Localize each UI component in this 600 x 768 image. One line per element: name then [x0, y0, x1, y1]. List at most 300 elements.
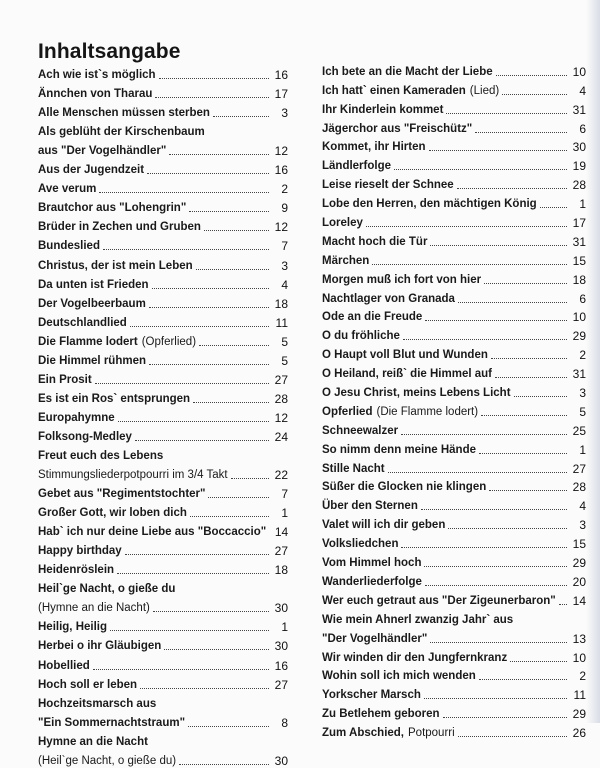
entry-title: [38, 506, 187, 520]
dot-leader: [159, 77, 269, 79]
entry-page-number: 2: [579, 669, 586, 684]
toc-entry[interactable]: [322, 154, 586, 173]
entry-page-number: 14: [572, 593, 586, 608]
toc-entry[interactable]: [322, 117, 586, 136]
entry-page-number: 5: [281, 334, 288, 349]
dot-leader: [204, 229, 269, 231]
toc-entry[interactable]: [322, 249, 586, 268]
dot-leader: [443, 716, 567, 718]
toc-entry[interactable]: [38, 482, 288, 501]
entry-page-number: 17: [274, 87, 288, 102]
entry-title: [38, 201, 186, 215]
entry-title: [322, 688, 421, 702]
entry-title: [322, 348, 488, 362]
entry-title-main: Gebet aus "Regimentstochter": [38, 488, 206, 501]
toc-entry[interactable]: [322, 589, 586, 608]
toc-entry[interactable]: [322, 211, 586, 230]
dot-leader: [491, 357, 567, 359]
entry-page-number: 25: [572, 423, 586, 438]
toc-entry[interactable]: [322, 381, 586, 400]
dot-leader: [93, 668, 269, 670]
entry-title-main: Ännchen von Tharau: [38, 88, 153, 101]
toc-entry[interactable]: [322, 343, 586, 362]
dot-leader: [496, 74, 567, 76]
entry-title: [38, 697, 156, 711]
entry-page-number: 17: [572, 216, 586, 231]
entry-title-main: Brautchor aus "Lohengrin": [38, 202, 187, 215]
entry-title: [322, 367, 492, 381]
entry-title: [38, 525, 266, 539]
entry-page-number: 3: [579, 518, 586, 533]
entry-page-number: 2: [281, 182, 288, 197]
toc-entry[interactable]: [322, 627, 586, 646]
entry-page-number: 29: [572, 556, 586, 571]
entry-title: [322, 65, 493, 79]
entry-title-main: Stille Nacht: [322, 462, 385, 475]
entry-title-main: Deutschlandlied: [38, 316, 127, 329]
entry-page-number: 11: [573, 688, 586, 703]
entry-page-number: 3: [281, 258, 288, 273]
toc-entry[interactable]: [38, 82, 288, 101]
entry-title-note: Stimmungsliederpotpourri im 3/4 Takt: [38, 469, 228, 482]
entry-title-main: O Heiland, reiß` die Himmel auf: [322, 368, 492, 381]
dot-leader: [446, 112, 567, 114]
dot-leader: [458, 301, 567, 303]
entry-title: [38, 582, 175, 596]
entry-title: [38, 239, 100, 253]
entry-title-main: Die Flamme lodert: [38, 335, 138, 348]
entry-page-number: 20: [572, 574, 586, 589]
toc-entry[interactable]: [322, 419, 586, 438]
entry-page-number: 16: [274, 68, 288, 83]
entry-page-number: 3: [281, 106, 288, 121]
entry-title: [322, 235, 427, 249]
entry-title-main: Brüder in Zechen und Gruben: [38, 221, 201, 234]
entry-page-number: 31: [572, 367, 586, 382]
entry-title: [322, 178, 454, 192]
toc-entry[interactable]: [38, 292, 288, 311]
dot-leader: [424, 697, 567, 699]
dot-leader: [366, 225, 567, 227]
entry-title: [38, 259, 193, 273]
toc-entry[interactable]: [38, 330, 288, 349]
toc-entry[interactable]: [38, 749, 288, 768]
toc-entry[interactable]: [322, 513, 586, 532]
toc-entry[interactable]: [38, 673, 288, 692]
entry-title-main: Heilig, Heilig: [38, 621, 108, 634]
entry-title-note: (Opferlied): [141, 335, 197, 348]
dot-leader: [199, 344, 269, 346]
dot-leader: [213, 115, 269, 117]
toc-entry[interactable]: [38, 425, 288, 444]
dot-leader: [130, 325, 269, 327]
entry-page-number: 10: [572, 310, 586, 325]
dot-leader: [135, 439, 269, 441]
dot-leader: [403, 338, 567, 340]
toc-entry[interactable]: [322, 362, 586, 381]
entry-page-number: 27: [274, 544, 288, 559]
entry-title: [38, 68, 156, 82]
entry-title: [322, 216, 363, 230]
entry-title-main: Freut euch des Lebens: [38, 449, 164, 462]
dot-leader: [502, 93, 567, 95]
dot-leader: [125, 553, 269, 555]
toc-entry[interactable]: [38, 501, 288, 520]
toc-entry[interactable]: [38, 539, 288, 558]
entry-title: [38, 278, 149, 292]
dot-leader: [424, 565, 567, 567]
entry-title: [38, 430, 132, 444]
toc-entry[interactable]: [38, 615, 288, 634]
toc-entry[interactable]: [38, 653, 288, 672]
entry-title: [322, 405, 478, 419]
entry-page-number: 7: [281, 239, 288, 254]
entry-title: [322, 726, 455, 740]
entry-page-number: 14: [274, 525, 289, 540]
dot-leader: [430, 641, 567, 643]
entry-title-main: Ave verum: [38, 183, 97, 196]
dot-leader: [110, 629, 269, 631]
page-edge-shadow: [586, 0, 600, 723]
entry-title-note: (Lied): [469, 84, 500, 97]
dot-leader: [401, 433, 567, 435]
dot-leader: [457, 187, 567, 189]
toc-entry[interactable]: [322, 438, 586, 457]
toc-entry[interactable]: [38, 463, 288, 482]
entry-title-main: Hochzeitsmarsch aus: [38, 697, 157, 710]
entry-title-main: Zu Betlehem geboren: [322, 708, 440, 721]
dot-leader: [495, 376, 567, 378]
dot-leader: [489, 489, 567, 491]
entry-title-main: Ländlerfolge: [322, 160, 392, 173]
entry-title: [38, 106, 210, 120]
entry-title-main: Bundeslied: [38, 240, 100, 253]
entry-title-main: Volksliedchen: [322, 538, 399, 551]
entry-page-number: 12: [274, 220, 288, 235]
entry-title: [322, 159, 391, 173]
entry-page-number: 30: [572, 140, 586, 155]
dot-leader: [189, 210, 269, 212]
entry-title: [322, 103, 443, 117]
entry-title-main: Der Vogelbeerbaum: [38, 297, 146, 310]
dot-leader: [481, 414, 567, 416]
entry-page-number: 1: [579, 442, 586, 457]
entry-page-number: 10: [572, 64, 586, 79]
toc-entry[interactable]: [38, 577, 288, 596]
dot-leader: [429, 149, 567, 151]
page-title: Inhaltsangabe: [38, 40, 181, 63]
dot-leader: [540, 206, 567, 208]
toc-entry[interactable]: [38, 692, 288, 711]
entry-title-main: Ach wie ist`s möglich: [38, 69, 156, 82]
entry-title: [38, 754, 176, 768]
toc-entry[interactable]: [322, 683, 586, 702]
entry-page-number: 22: [274, 468, 288, 483]
toc-left-column: [38, 63, 288, 768]
toc-entry[interactable]: [322, 192, 586, 211]
dot-leader: [117, 572, 269, 574]
entry-page-number: 5: [281, 353, 288, 368]
entry-title-main: Folksong-Medley: [38, 430, 132, 443]
entry-title: [38, 468, 228, 482]
toc-entry[interactable]: [38, 349, 288, 368]
entry-title: [322, 292, 455, 306]
entry-title-main: Yorkscher Marsch: [322, 689, 421, 702]
entry-title: [322, 443, 476, 457]
entry-title: [322, 462, 385, 476]
toc-entry[interactable]: [38, 730, 288, 749]
entry-title: [322, 499, 418, 513]
toc-entry[interactable]: [38, 196, 288, 215]
toc-entry[interactable]: [322, 400, 586, 419]
toc-entry[interactable]: [38, 711, 288, 730]
toc-entry[interactable]: [322, 494, 586, 513]
dot-leader: [484, 282, 567, 284]
toc-entry[interactable]: [38, 101, 288, 120]
entry-title-main: Wie mein Ahnerl zwanzig Jahr` aus: [322, 613, 514, 626]
entry-title: [38, 487, 205, 501]
toc-entry[interactable]: [322, 608, 586, 627]
dot-leader: [425, 584, 567, 586]
dot-leader: [514, 395, 567, 397]
entry-title: [322, 669, 476, 683]
entry-page-number: 12: [274, 410, 288, 425]
entry-title-main: Nachtlager von Granada: [322, 292, 455, 305]
toc-entry[interactable]: [38, 444, 288, 463]
entry-title: [322, 518, 445, 532]
entry-page-number: 15: [572, 537, 586, 552]
entry-title-main: "Der Vogelhändler": [322, 632, 428, 645]
entry-page-number: 8: [281, 715, 288, 730]
entry-title-main: aus "Der Vogelhändler": [38, 145, 167, 158]
toc-entry[interactable]: [38, 273, 288, 292]
entry-title: [322, 122, 472, 136]
dot-leader: [155, 96, 269, 98]
toc-entry[interactable]: [322, 532, 586, 551]
entry-title-main: Herbei o ihr Gläubigen: [38, 640, 162, 653]
dot-leader: [479, 452, 567, 454]
entry-page-number: 24: [274, 429, 288, 444]
toc-entry[interactable]: [38, 520, 288, 539]
toc-entry[interactable]: [322, 646, 586, 665]
entry-title: [322, 613, 513, 627]
entry-title: [38, 335, 196, 349]
toc-entry[interactable]: [322, 287, 586, 306]
dot-leader: [95, 382, 269, 384]
dot-leader: [193, 401, 269, 403]
toc-entry[interactable]: [38, 234, 288, 253]
toc-entry[interactable]: [322, 268, 586, 287]
entry-title-main: Wir winden dir den Jungfernkranz: [322, 651, 508, 664]
entry-page-number: 3: [579, 386, 586, 401]
entry-page-number: 18: [274, 563, 288, 578]
entry-title-main: Als geblüht der Kirschenbaum: [38, 126, 205, 139]
entry-title: [38, 392, 190, 406]
entry-title-main: Wohin soll ich mich wenden: [322, 670, 476, 683]
dot-leader: [510, 660, 567, 662]
entry-title: [322, 480, 486, 494]
entry-page-number: 15: [572, 253, 586, 268]
entry-title: [38, 678, 137, 692]
dot-leader: [475, 131, 567, 133]
dot-leader: [169, 153, 269, 155]
entry-title-main: Leise rieselt der Schnee: [322, 179, 454, 192]
entry-page-number: 7: [281, 487, 288, 502]
entry-title: [322, 651, 507, 665]
toc-entry[interactable]: [322, 79, 586, 98]
entry-title-main: Wer euch getraut aus "Der Zigeunerbaron": [322, 594, 556, 607]
entry-page-number: 2: [579, 348, 586, 363]
entry-title-main: Heil`ge Nacht, o gieße du: [38, 583, 176, 596]
entry-title-main: Jägerchor aus "Freischütz": [322, 122, 473, 135]
entry-title-main: Zum Abschied,: [322, 727, 404, 740]
entry-title: [322, 707, 440, 721]
toc-entry[interactable]: [322, 551, 586, 570]
entry-title-note: (Heil`ge Nacht, o gieße du): [38, 754, 177, 767]
dot-leader: [140, 687, 269, 689]
toc-entry[interactable]: [322, 230, 586, 249]
toc-entry[interactable]: [38, 368, 288, 387]
dot-leader: [188, 725, 269, 727]
toc-entry[interactable]: [38, 387, 288, 406]
toc-entry[interactable]: [38, 158, 288, 177]
entry-page-number: 1: [579, 197, 586, 212]
entry-title: [38, 449, 163, 463]
entry-page-number: 28: [274, 391, 288, 406]
entry-title-main: Hobellied: [38, 659, 90, 672]
entry-page-number: 6: [579, 291, 586, 306]
dot-leader: [103, 248, 269, 250]
entry-title: [38, 373, 92, 387]
toc-entry[interactable]: [38, 253, 288, 272]
entry-title-main: Alle Menschen müssen sterben: [38, 107, 210, 120]
dot-leader: [99, 191, 269, 193]
entry-title-main: Schneewalzer: [322, 424, 399, 437]
toc-entry[interactable]: [38, 311, 288, 330]
toc-right-column: [322, 60, 586, 740]
entry-title-main: O du fröhliche: [322, 330, 400, 343]
entry-title: [322, 273, 481, 287]
entry-title: [322, 556, 421, 570]
toc-entry[interactable]: [38, 215, 288, 234]
toc-entry[interactable]: [322, 665, 586, 684]
dot-leader: [190, 515, 269, 517]
toc-entry[interactable]: [322, 306, 586, 325]
entry-title: [38, 144, 166, 158]
entry-title: [322, 386, 511, 400]
entry-page-number: 29: [572, 707, 586, 722]
entry-title-note: (Die Flamme lodert): [376, 405, 479, 418]
entry-title-main: Loreley: [322, 217, 363, 230]
toc-entry[interactable]: [38, 406, 288, 425]
toc-entry[interactable]: [38, 120, 288, 139]
dot-leader: [458, 735, 567, 737]
entry-title-main: Hab` ich nur deine Liebe aus "Boccaccio": [38, 526, 267, 539]
entry-title-main: Europahymne: [38, 411, 115, 424]
entry-title-main: Hymne an die Nacht: [38, 735, 148, 748]
entry-title-note: (Hymne an die Nacht): [38, 602, 150, 615]
entry-title-main: "Ein Sommernachtstraum": [38, 716, 186, 729]
toc-entry[interactable]: [322, 702, 586, 721]
entry-title: [322, 424, 398, 438]
toc-entry[interactable]: [322, 60, 586, 79]
toc-entry[interactable]: [38, 177, 288, 196]
entry-title: [38, 639, 161, 653]
entry-title-main: Ode an die Freude: [322, 311, 423, 324]
entry-page-number: 27: [274, 677, 288, 692]
entry-title: [38, 297, 146, 311]
entry-page-number: 31: [572, 234, 586, 249]
entry-page-number: 16: [274, 658, 288, 673]
entry-title: [322, 197, 537, 211]
entry-page-number: 18: [274, 296, 288, 311]
entry-title: [322, 575, 422, 589]
entry-title-main: Märchen: [322, 254, 370, 267]
dot-leader: [559, 603, 567, 605]
entry-title-main: Ich hatt` einen Kameraden: [322, 84, 466, 97]
entry-title: [322, 254, 369, 268]
entry-title: [322, 537, 398, 551]
toc-entry[interactable]: [38, 596, 288, 615]
entry-title-main: Macht hoch die Tür: [322, 235, 428, 248]
entry-title: [38, 735, 148, 749]
toc-entry[interactable]: [322, 324, 586, 343]
toc-entry[interactable]: [322, 476, 586, 495]
entry-title-note: Potpourri: [408, 727, 455, 740]
entry-title-main: Kommet, ihr Hirten: [322, 141, 426, 154]
toc-entry[interactable]: [322, 136, 586, 155]
entry-title-main: Großer Gott, wir loben dich: [38, 507, 187, 520]
toc-entry[interactable]: [322, 98, 586, 117]
toc-entry[interactable]: [38, 63, 288, 82]
entry-title-main: Happy birthday: [38, 545, 122, 558]
entry-title: [38, 411, 115, 425]
entry-title-main: Ein Prosit: [38, 373, 92, 386]
entry-title-main: Heidenröslein: [38, 564, 115, 577]
entry-page-number: 27: [274, 372, 288, 387]
entry-page-number: 30: [274, 639, 288, 654]
entry-title: [38, 87, 152, 101]
entry-title: [38, 544, 122, 558]
toc-entry[interactable]: [38, 139, 288, 158]
dot-leader: [118, 420, 269, 422]
dot-leader: [153, 610, 269, 612]
entry-page-number: 12: [274, 144, 288, 159]
toc-entry[interactable]: [38, 558, 288, 577]
entry-page-number: 4: [579, 83, 586, 98]
toc-entry[interactable]: [322, 173, 586, 192]
entry-title-main: Morgen muß ich fort von hier: [322, 273, 482, 286]
toc-entry[interactable]: [322, 570, 586, 589]
entry-title: [38, 220, 201, 234]
dot-leader: [164, 648, 269, 650]
toc-entry[interactable]: [38, 634, 288, 653]
entry-page-number: 9: [281, 201, 288, 216]
entry-title-main: O Haupt voll Blut und Wunden: [322, 349, 488, 362]
entry-title: [38, 659, 90, 673]
entry-title-main: Wanderliederfolge: [322, 575, 422, 588]
toc-entry[interactable]: [322, 457, 586, 476]
dot-leader: [208, 496, 269, 498]
dot-leader: [149, 363, 269, 365]
entry-page-number: 30: [274, 753, 288, 768]
toc-entry[interactable]: [322, 721, 586, 740]
entry-page-number: 10: [572, 650, 586, 665]
entry-title: [38, 620, 107, 634]
entry-title-main: So nimm denn meine Hände: [322, 443, 476, 456]
dot-leader: [401, 546, 567, 548]
entry-title: [38, 601, 150, 615]
